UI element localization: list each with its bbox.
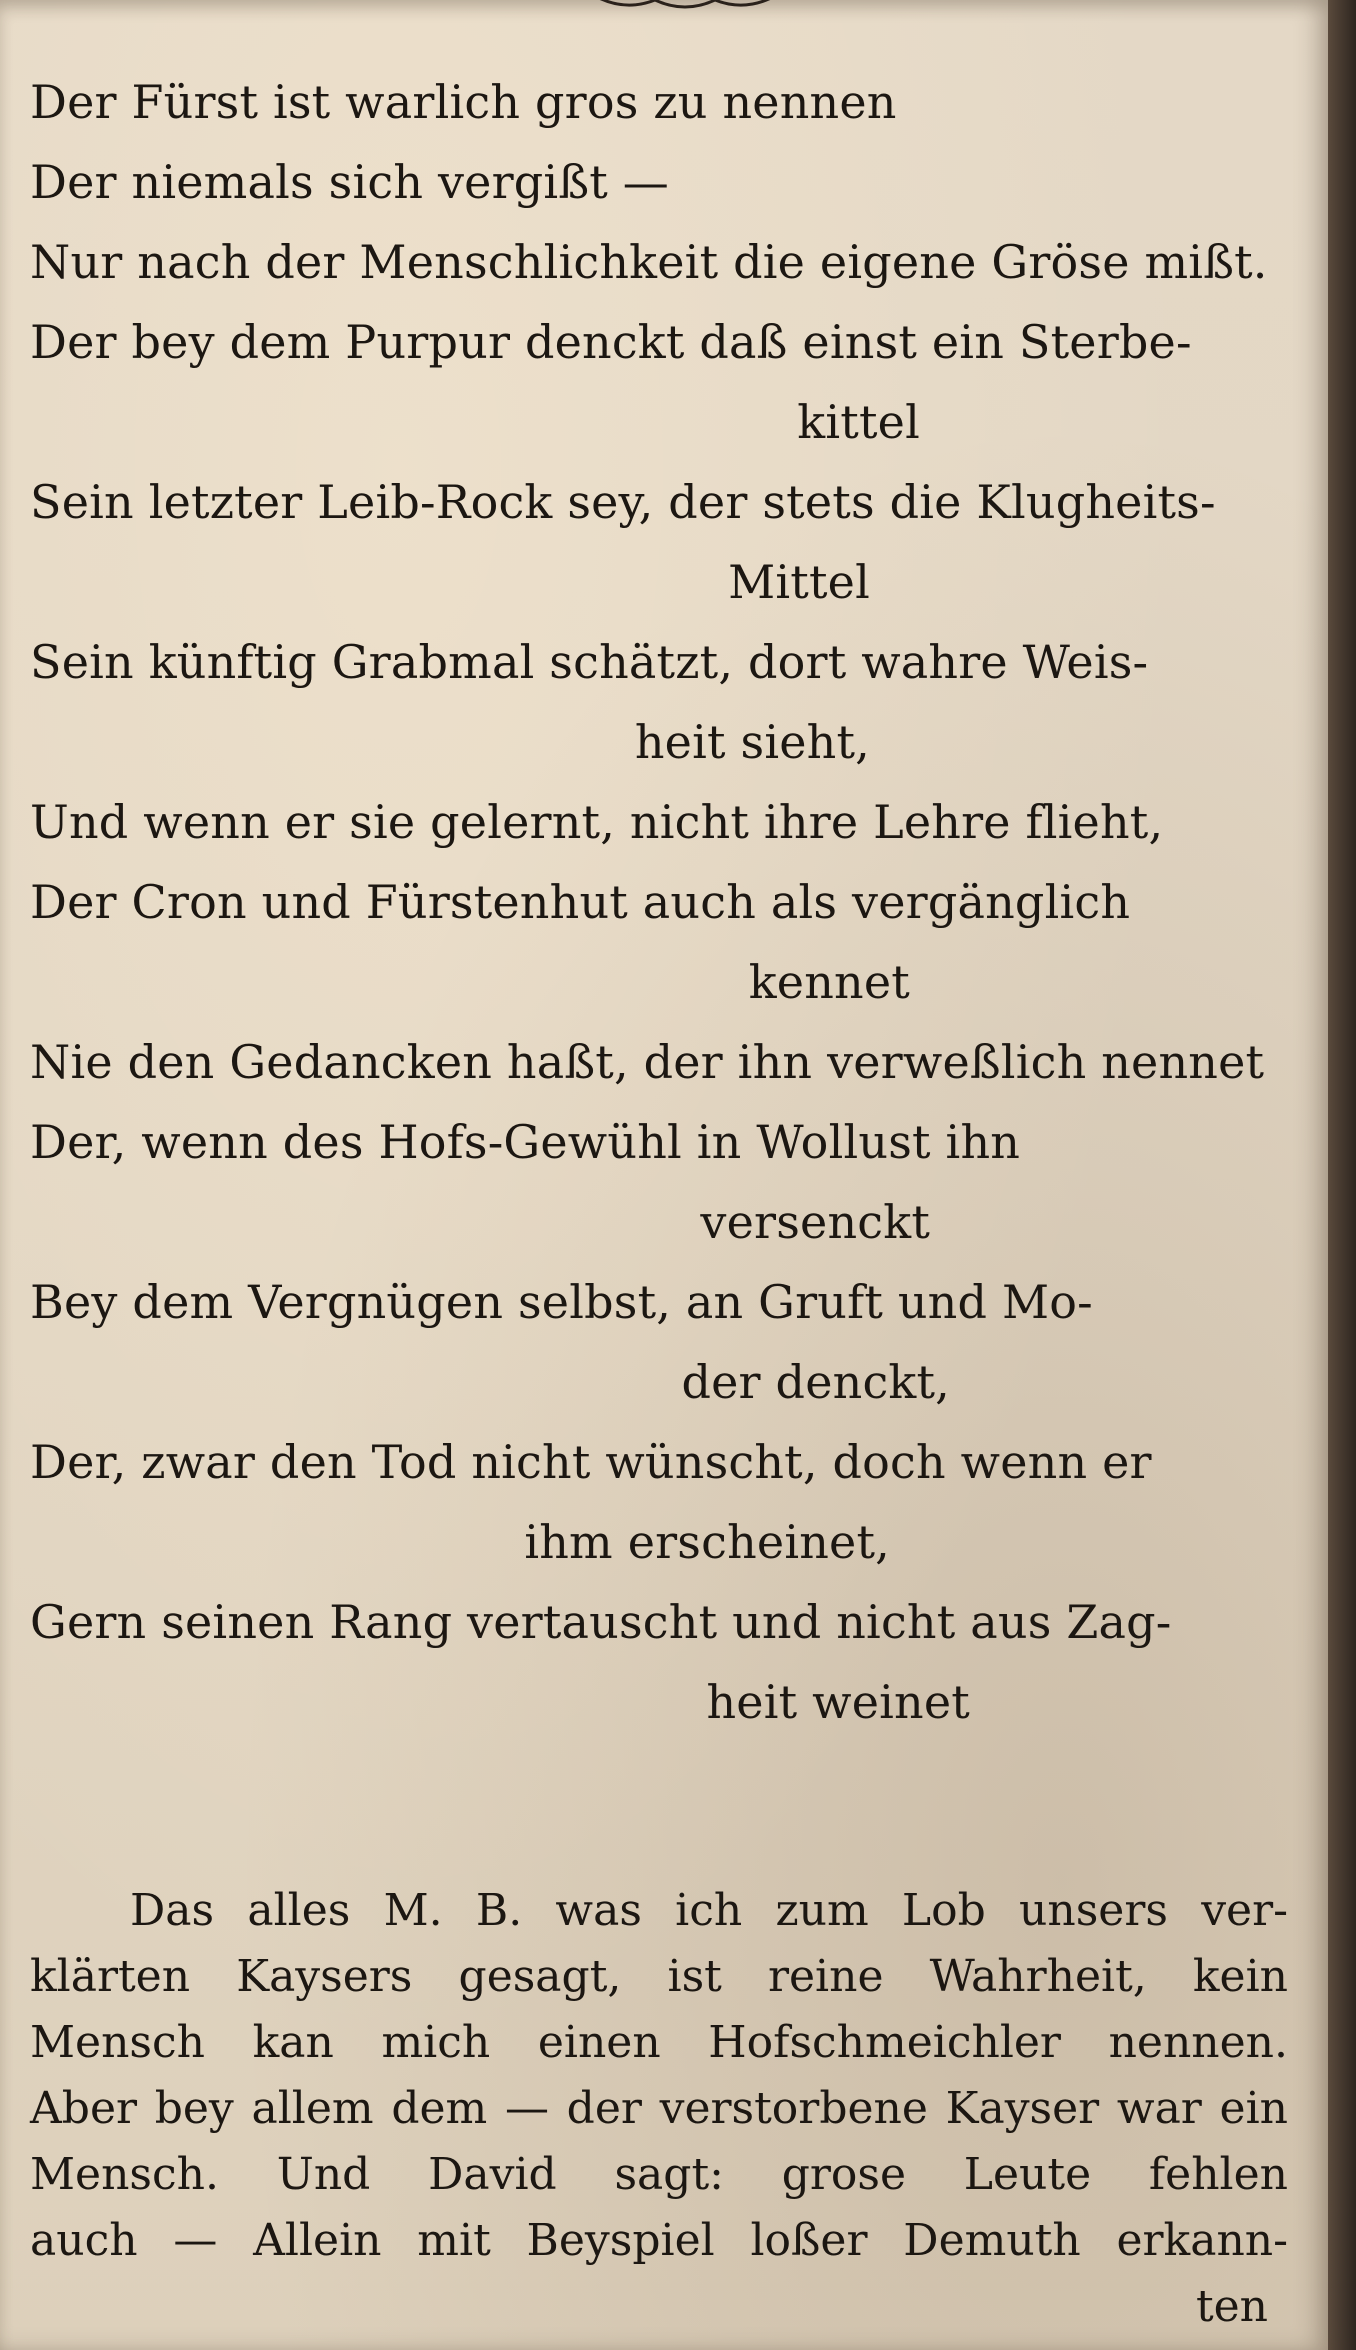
poem-line-continuation: heit weinet (706, 1675, 970, 1729)
page-ornament (585, 0, 785, 14)
prose-line: Aber bey allem dem — der verstorbene Kayser war ein (30, 2083, 1288, 2134)
poem-block (30, 62, 1290, 1742)
poem-line: Der Fürst ist warlich gros zu nennen (30, 75, 897, 129)
catchword: ten (1195, 2281, 1268, 2332)
poem-line: Der bey dem Purpur denckt daß einst ein Sterbe- (30, 315, 1192, 369)
poem-line: Und wenn er sie gelernt, nicht ihre Lehre flieht, (30, 795, 1164, 849)
poem-line: Der, zwar den Tod nicht wünscht, doch wenn er (30, 1435, 1152, 1489)
prose-line: klärten Kaysers gesagt, ist reine Wahrheit, kein (30, 1951, 1288, 2002)
poem-line-continuation: kittel (797, 395, 920, 449)
poem-line-continuation: Mittel (728, 555, 870, 609)
poem-line-continuation: der denckt, (681, 1355, 950, 1409)
poem-line: Bey dem Vergnügen selbst, an Gruft und Mo- (30, 1275, 1093, 1329)
book-edge (1328, 0, 1356, 2350)
prose-line: Mensch kan mich einen Hofschmeichler nennen. (30, 2017, 1288, 2068)
poem-line: Nie den Gedancken haßt, der ihn verweßlich nennet (30, 1035, 1265, 1089)
poem-line-continuation: ihm erscheinet, (524, 1515, 890, 1569)
poem-line-continuation: versenckt (700, 1195, 930, 1249)
prose-line: auch — Allein mit Beyspiel loßer Demuth erkann- (30, 2215, 1288, 2266)
poem-line: Der niemals sich vergißt — (30, 155, 669, 209)
poem-line: Sein letzter Leib-Rock sey, der stets die Klugheits- (30, 475, 1216, 529)
prose-line: Mensch. Und David sagt: grose Leute fehlen (30, 2149, 1288, 2200)
poem-line-continuation: heit sieht, (634, 715, 870, 769)
poem-line: Der Cron und Fürstenhut auch als vergänglich (30, 875, 1131, 929)
poem-line: Nur nach der Menschlichkeit die eigene Gröse mißt. (30, 235, 1268, 289)
poem-line: Sein künftig Grabmal schätzt, dort wahre Weis- (30, 635, 1149, 689)
poem-line: Der, wenn des Hofs-Gewühl in Wollust ihn (30, 1115, 1021, 1169)
poem-line-continuation: kennet (748, 955, 910, 1009)
prose-paragraph (30, 1878, 1288, 2340)
prose-line: Das alles M. B. was ich zum Lob unsers ver- (130, 1885, 1288, 1936)
poem-line: Gern seinen Rang vertauscht und nicht aus Zag- (30, 1595, 1172, 1649)
